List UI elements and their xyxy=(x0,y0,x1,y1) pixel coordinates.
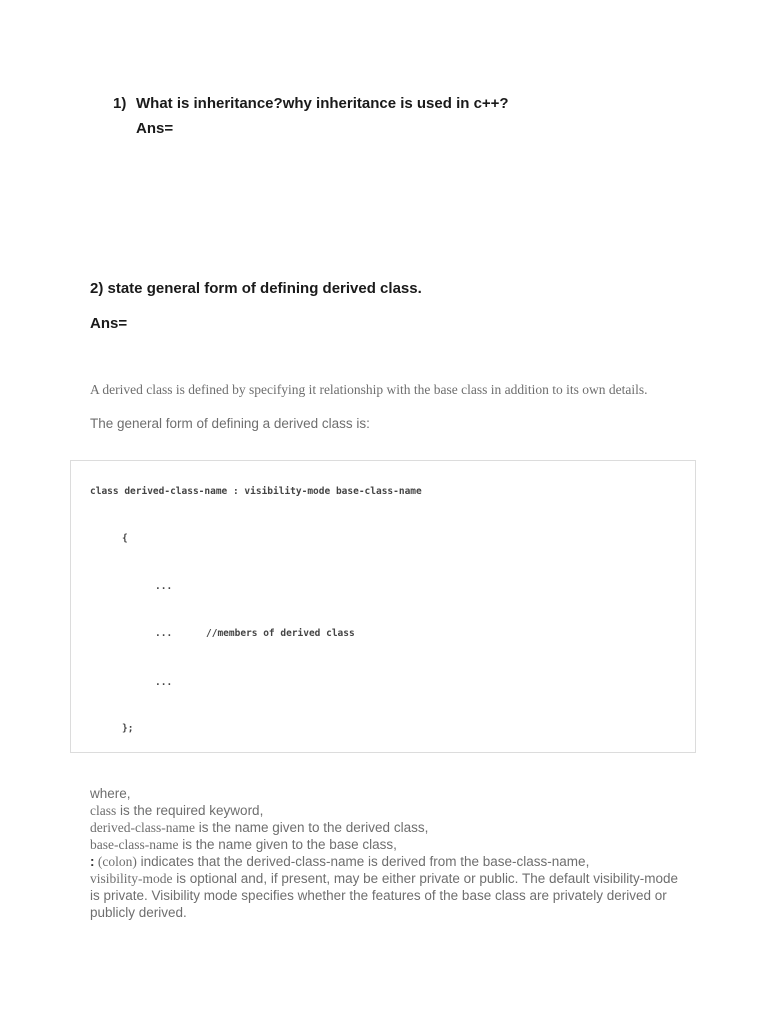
code-block xyxy=(70,460,696,753)
question-2-answer-label: Ans= xyxy=(90,315,128,332)
explanation-base xyxy=(90,836,690,853)
code-line-ellipsis: ... xyxy=(155,581,173,592)
explanation-visibility xyxy=(90,870,690,921)
code-line-ellipsis: ... xyxy=(155,628,173,639)
desc-base-class-name: is the name given to the base class, xyxy=(178,837,397,852)
term-class: class xyxy=(90,803,117,818)
desc-colon: indicates that the derived-class-name is derived from the base-class-name, xyxy=(136,854,590,869)
term-base-class-name: base-class-name xyxy=(90,837,179,852)
term-colon: (colon) xyxy=(94,854,137,869)
question-1-answer-label: Ans= xyxy=(136,120,174,137)
question-1-text: What is inheritance?why inheritance is used in c++? xyxy=(136,95,509,112)
code-line-class-declaration: class derived-class-name : visibility-mode base-class-name xyxy=(90,486,422,497)
explanation-class xyxy=(90,802,690,819)
explanation-colon xyxy=(90,853,690,870)
desc-class: is the required keyword, xyxy=(116,803,264,818)
desc-visibility-mode: is optional and, if present, may be either private or public. The default visibility-mode is private. Visibility mode specifies whether the features of the base class are privately derived or publicly derived. xyxy=(90,871,679,920)
explanation-derived xyxy=(90,819,690,836)
question-2: 2) state general form of defining derived class. xyxy=(90,280,422,297)
code-line-open-brace: { xyxy=(122,533,128,544)
where-label: where, xyxy=(90,786,131,801)
code-line-comment: //members of derived class xyxy=(206,628,355,639)
code-line-ellipsis: ... xyxy=(155,677,173,688)
intro-paragraph: A derived class is defined by specifying it relationship with the base class in addition to its own details. xyxy=(90,382,648,397)
general-form-intro: The general form of defining a derived class is: xyxy=(90,416,370,431)
question-1-number: 1) xyxy=(113,95,127,112)
question-1 xyxy=(113,95,509,112)
term-colon-symbol: : xyxy=(90,854,95,869)
explanation-block xyxy=(90,785,690,921)
code-line-close-brace: }; xyxy=(122,723,134,734)
term-derived-class-name: derived-class-name xyxy=(90,820,195,835)
term-visibility-mode: visibility-mode xyxy=(90,871,173,886)
desc-derived-class-name: is the name given to the derived class, xyxy=(194,820,429,835)
